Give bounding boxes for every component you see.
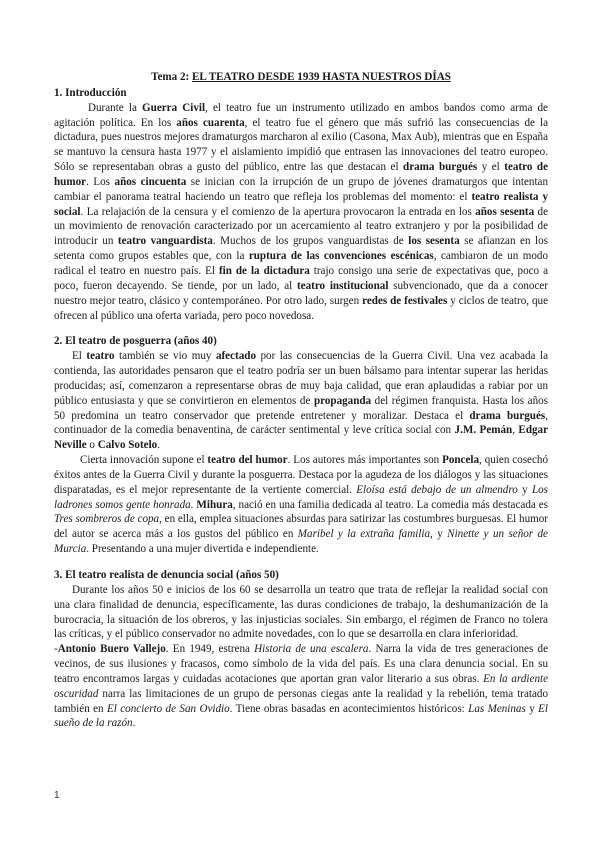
section-heading-posguerra: 2. El teatro de posguerra (años 40) bbox=[54, 335, 217, 348]
bold-term: teatro vanguardista bbox=[117, 235, 213, 248]
work-title: Las Meninas bbox=[468, 702, 526, 715]
work-title: Eloísa está debajo de un almendro bbox=[356, 483, 518, 496]
text-run: , cambiaron de un modo radical el teatro en nuestro país. El bbox=[54, 250, 548, 277]
text-run: , bbox=[512, 424, 519, 437]
section-heading-introduccion: 1. Introducción bbox=[54, 86, 127, 99]
text-run: Durante los años 50 e inicios de los 60 se desarrolla un teatro que trata de reflejar la realidad social con una clara finalidad de denuncia, específicamente, las duras condiciones de trabajo, la deshumanización de la burocracia, la situación de los obreros, y las injusticias sociales. Sin embargo, el régimen de Franco no tolera las críticas, y el público conservador no admite novedades, con lo que se desarrolla en clara inferioridad. bbox=[54, 583, 548, 641]
text-run: trajo consigo una serie de expectativas que, poco a poco, fueron decayendo. Se tiende, por un lado, al bbox=[54, 264, 549, 292]
work-title: Tres sombreros de copa bbox=[54, 513, 160, 526]
text-run: también se vio muy bbox=[114, 350, 216, 363]
bold-term: años cuarenta bbox=[176, 116, 245, 129]
work-title: Historia de una escalera bbox=[254, 643, 369, 656]
bold-term: redes de festivales bbox=[362, 294, 448, 307]
bold-term: teatro realista y social bbox=[54, 190, 549, 218]
text-run: - bbox=[54, 643, 58, 656]
text-run: y el bbox=[477, 161, 505, 174]
work-title: En la ardiente oscuridad bbox=[54, 672, 548, 700]
text-run: . Los bbox=[86, 175, 115, 188]
bold-term: drama burgués bbox=[469, 409, 546, 422]
bold-term: Edgar Neville bbox=[54, 424, 549, 452]
paragraph bbox=[54, 453, 548, 557]
bold-term: Guerra Civil bbox=[142, 101, 206, 114]
text-run: , el teatro fue un instrumento utilizado en ambos bandos como arma de agitación política. En los bbox=[54, 101, 548, 129]
text-run: . Los autores más importantes son bbox=[287, 454, 443, 467]
text-run: Cierta innovación supone el bbox=[80, 454, 208, 467]
text-run: , continuador de la comedia benaventina, de carácter sentimental y leve crítica social con bbox=[54, 409, 548, 437]
text-run: se afianzan en los setenta como grupos estables que, con la bbox=[54, 235, 548, 263]
text-run: Durante la bbox=[88, 101, 143, 114]
text-run: de un movimiento de renovación caracterizado por un acercamiento al teatro extranjero y por la posibilidad de introducir un bbox=[54, 205, 549, 248]
paragraph bbox=[54, 583, 548, 642]
text-run: . Narra la vida de tres generaciones de vecinos, de sus ilusiones y fracasos, como símbolo de la vida del país. Es una clara denuncia social. En su teatro encontramos largas y cuidadas acotaciones que aportan gran valor literario a sus obras. bbox=[54, 643, 548, 685]
work-title: El concierto de San Ovidio bbox=[107, 702, 230, 715]
text-run: subvencionado, que da a conocer nuestro mejor teatro, clásico y contemporáneo. Por otro lado, surgen bbox=[54, 279, 548, 307]
bold-term: años cincuenta bbox=[114, 175, 187, 188]
text-run: por las consecuencias de la Guerra Civil. Una vez acabada la contienda, las autoridades pensaron que el teatro podría ser un buen bálsamo para intentar superar las heridas producidas; así, comenzaron a representarse obras de muy baja calidad, que eran aplaudidas a rabiar por un público entusiasta y que se convirtieron en elementos de bbox=[54, 350, 548, 407]
text-run: , y bbox=[430, 528, 448, 541]
text-run: del régimen franquista. Hasta los años 50 predomina un teatro conservador que pretende entretener y moralizar. Destaca el bbox=[54, 394, 548, 422]
work-title: El sueño de la razón bbox=[54, 702, 548, 730]
bold-term: Poncela bbox=[442, 454, 480, 467]
work-title: Ninette y un señor de Murcia bbox=[54, 528, 548, 556]
bold-term: teatro institucional bbox=[296, 279, 389, 292]
bold-term: Antonio Buero Vallejo bbox=[57, 643, 166, 656]
document-body bbox=[54, 70, 548, 731]
text-run: El bbox=[72, 350, 87, 363]
bold-term: J.M. Pemán bbox=[454, 424, 513, 437]
text-run: o bbox=[86, 439, 98, 452]
text-run: y bbox=[525, 702, 539, 715]
text-run: , el teatro fue el género que más sufrió las consecuencias de la dictadura, pues nuestros mejores dramaturgos marcharon al exilio (Casona, Max Aub), mientras que en España se mantuvo la censura hasta 1977 y el aislamiento impidió que entrasen las innovaciones del teatro europeo. Sólo se representaban obras a gusto del público, entre las que destacan el bbox=[54, 116, 548, 174]
bold-term: drama burgués bbox=[403, 161, 478, 174]
bold-term: propaganda bbox=[313, 394, 372, 407]
bold-term: teatro de humor bbox=[54, 161, 548, 188]
text-run: , nació en una familia dedicada al teatro. La comedia más destacada es bbox=[232, 498, 548, 511]
bold-term: ruptura de las convenciones escénicas bbox=[248, 250, 434, 263]
text-run: , quien cosechó éxitos antes de la Guerra Civil y durante la posguerra. Destaca por la agudeza de los diálogos y las situaciones disparatadas, es el mejor representante de la vertiente comercial. bbox=[54, 454, 548, 496]
document-title bbox=[54, 70, 548, 85]
bold-term: Mihura bbox=[196, 498, 233, 511]
title-prefix: Tema 2: bbox=[151, 71, 192, 83]
bold-term: afectado bbox=[215, 350, 256, 363]
bold-term: los sesenta bbox=[408, 235, 460, 248]
text-run: narra las limitaciones de un grupo de personas ciegas ante la realidad y la rebelión, tema tratado también en bbox=[54, 687, 548, 715]
work-title: Maribel y la extraña familia bbox=[297, 528, 431, 541]
section-heading-realista: 3. El teatro realista de denuncia social (años 50) bbox=[54, 569, 279, 581]
text-run: . La relajación de la censura y el comienzo de la apertura provocaron la entrada en los bbox=[80, 205, 476, 218]
text-run: y ciclos de teatro, que ofrecen al público una oferta variada, pero poco novedosa. bbox=[54, 294, 548, 322]
text-run: se inician con la irrupción de un grupo de jóvenes dramaturgos que intentan cambiar el panorama teatral haciendo un teatro que refleja los problemas del momento: el bbox=[54, 175, 548, 203]
text-run: y bbox=[517, 483, 532, 496]
title-main: EL TEATRO DESDE 1939 HASTA NUESTROS DÍAS bbox=[191, 71, 451, 83]
bold-term: Calvo Sotelo bbox=[97, 439, 158, 452]
text-run: . bbox=[157, 439, 161, 452]
paragraph bbox=[54, 101, 548, 324]
paragraph bbox=[54, 642, 548, 731]
text-run: . Presentando a una mujer divertida e independiente. bbox=[86, 543, 319, 556]
page-number: 1 bbox=[54, 790, 60, 801]
text-run: . Muchos de los grupos vanguardistas de bbox=[212, 235, 409, 248]
text-run: . Tiene obras basadas en acontecimientos históricos: bbox=[229, 702, 469, 715]
text-run: . bbox=[190, 498, 197, 511]
bold-term: teatro del humor bbox=[207, 454, 288, 467]
text-run: , en ella, emplea situaciones absurdas para satirizar las costumbres burguesas. El humor del autor se acerca más a los gustos del público en bbox=[54, 513, 548, 541]
bold-term: años sesenta bbox=[475, 205, 535, 218]
text-run: . En 1949, estrena bbox=[165, 643, 255, 656]
paragraph bbox=[54, 349, 548, 453]
text-run: . bbox=[132, 717, 136, 730]
bold-term: fin de la dictadura bbox=[218, 264, 310, 277]
work-title: Los ladrones somos gente honrada bbox=[54, 483, 548, 511]
bold-term: teatro bbox=[86, 350, 115, 363]
